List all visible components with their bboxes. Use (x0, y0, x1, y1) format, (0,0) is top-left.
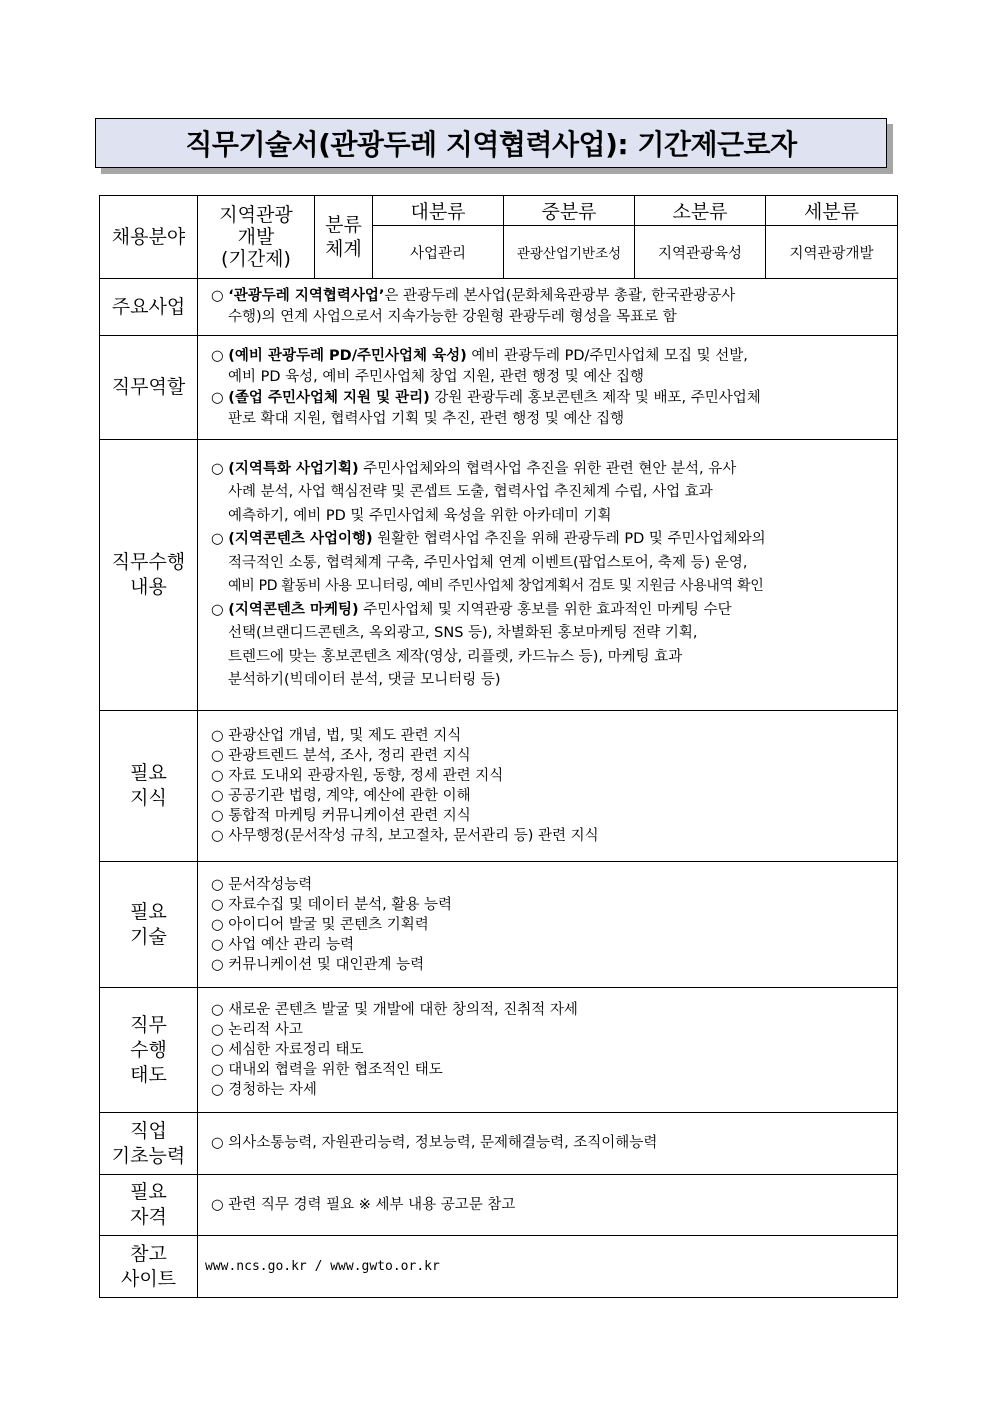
knowledge-item: ○ 사무행정(문서작성 규칙, 보고절차, 문서관리 등) 관련 지식 (211, 828, 599, 844)
reference-content (198, 1236, 898, 1298)
knowledge-item: ○ 관광트렌드 분석, 조사, 정리 관련 지식 (211, 748, 471, 764)
basic-ability-content (198, 1113, 898, 1175)
basic-ability-row (100, 1113, 898, 1175)
role-row (100, 336, 898, 440)
duty-item-2-text-2: 적극적인 소통, 협력체계 구축, 주민사업체 연계 이벤트(팝업스토어, 축제 등) 운영, (228, 554, 748, 571)
basic-ability-label: 직업 기초능력 (100, 1113, 198, 1175)
attitude-item: ○ 논리적 사고 (211, 1022, 303, 1038)
recruit-label: 채용분야 (100, 196, 198, 279)
duty-item-3-text-3: 트렌드에 맞는 홍보콘텐츠 제작(영상, 리플렛, 카드뉴스 등), 마케팅 효과 (228, 648, 683, 665)
qualification-label: 필요 자격 (100, 1175, 198, 1236)
duty-item-2-text: 원활한 협력사업 추진을 위해 관광두레 PD 및 주민사업체와의 (372, 531, 766, 547)
skill-label: 필요 기술 (100, 862, 198, 988)
knowledge-row (100, 711, 898, 862)
class-value-detail: 지역관광개발 (766, 226, 898, 279)
main-business-name: ‘관광두레 지역협력사업’ (228, 288, 385, 304)
knowledge-item: ○ 관광산업 개념, 법, 및 제도 관련 지식 (211, 728, 462, 744)
class-value-major: 사업관리 (373, 226, 504, 279)
duty-item-1-text: 주민사업체와의 협력사업 추진을 위한 관련 현안 분석, 유사 (358, 460, 737, 477)
skill-item: ○ 사업 예산 관리 능력 (211, 936, 355, 953)
attitude-item: ○ 대내외 협력을 위한 협조적인 태도 (211, 1062, 443, 1078)
bullet: ○ (211, 389, 224, 406)
main-business-label: 주요사업 (100, 279, 198, 336)
attitude-item: ○ 새로운 콘텐츠 발굴 및 개발에 대한 창의적, 진취적 자세 (211, 1002, 578, 1018)
bullet: ○ (211, 288, 224, 304)
job-description-table (99, 195, 898, 1298)
duty-item-2-text-3: 예비 PD 활동비 사용 모니터링, 예비 주민사업체 창업계획서 검토 및 지원금 사용내역 확인 (228, 578, 764, 594)
class-header-middle: 중분류 (504, 196, 635, 226)
class-value-minor: 지역관광육성 (635, 226, 766, 279)
bullet: ○ (211, 460, 224, 477)
role-item-1-text: 예비 관광두레 PD/주민사업체 모집 및 선발, (466, 347, 748, 364)
reference-label: 참고 사이트 (100, 1236, 198, 1298)
duty-item-3-text: 주민사업체 및 지역관광 홍보를 위한 효과적인 마케팅 수단 (358, 601, 732, 618)
duty-item-1-text-3: 예측하기, 예비 PD 및 주민사업체 육성을 위한 아카데미 기획 (228, 507, 612, 524)
reference-row (100, 1236, 898, 1298)
class-value-middle: 관광산업기반조성 (504, 226, 635, 279)
class-header-minor: 소분류 (635, 196, 766, 226)
role-item-1-text-2: 예비 PD 육성, 예비 주민사업체 창업 지원, 관련 행정 및 예산 집행 (228, 368, 644, 385)
role-item-2-text: 강원 관광두레 홍보콘텐츠 제작 및 배포, 주민사업체 (429, 389, 761, 406)
duty-content (198, 440, 898, 711)
duty-item-1-text-2: 사례 분석, 사업 핵심전략 및 콘셉트 도출, 협력사업 추진체계 수립, 사업 효과 (228, 484, 713, 500)
bullet: ○ (211, 347, 224, 364)
duty-item-1-title: (지역특화 사업기획) (228, 460, 359, 477)
role-label: 직무역할 (100, 336, 198, 440)
role-item-2-title: (졸업 주민사업체 지원 및 관리) (228, 389, 430, 406)
document-title: 직무기술서(관광두레 지역협력사업): 기간제근로자 (95, 118, 887, 168)
knowledge-content (198, 711, 898, 862)
skill-item: ○ 아이디어 발굴 및 콘텐츠 기획력 (211, 916, 429, 933)
main-business-row (100, 279, 898, 336)
basic-ability-text: 의사소통능력, 자원관리능력, 정보능력, 문제해결능력, 조직이해능력 (228, 1135, 658, 1151)
bullet: ○ (211, 601, 224, 618)
qualification-row (100, 1175, 898, 1236)
role-item-1-title: (예비 관광두레 PD/주민사업체 육성) (228, 347, 467, 364)
main-business-text: 은 관광두레 본사업(문화체육관광부 총괄, 한국관광공사 (384, 288, 736, 304)
attitude-label: 직무 수행 태도 (100, 988, 198, 1113)
main-business-text-2: 수행)의 연계 사업으로서 지속가능한 강원형 관광두레 형성을 목표로 함 (228, 309, 677, 325)
recruit-field: 지역관광 개발 (기간제) (198, 196, 315, 279)
attitude-item: ○ 세심한 자료정리 태도 (211, 1042, 364, 1058)
duty-item-2-title: (지역콘텐츠 사업이행) (228, 531, 373, 547)
class-header-detail: 세분류 (766, 196, 898, 226)
title-block (95, 118, 887, 168)
duty-label: 직무수행 내용 (100, 440, 198, 711)
role-content (198, 336, 898, 440)
skill-row (100, 862, 898, 988)
main-business-content (198, 279, 898, 336)
attitude-content (198, 988, 898, 1113)
qualification-content (198, 1175, 898, 1236)
bullet: ○ (211, 1135, 224, 1151)
duty-item-3-text-4: 분석하기(빅데이터 분석, 댓글 모니터링 등) (228, 672, 501, 688)
knowledge-item: ○ 통합적 마케팅 커뮤니케이션 관련 지식 (211, 808, 471, 824)
qualification-text: 관련 직무 경력 필요 ※ 세부 내용 공고문 참고 (228, 1196, 516, 1213)
classification-label: 분류 체계 (315, 196, 373, 279)
skill-content (198, 862, 898, 988)
bullet: ○ (211, 531, 224, 547)
reference-links: www.ncs.go.kr / www.gwto.or.kr (205, 1259, 440, 1274)
knowledge-item: ○ 공공기관 법령, 계약, 예산에 관한 이해 (211, 788, 471, 804)
skill-item: ○ 커뮤니케이션 및 대인관계 능력 (211, 956, 425, 973)
attitude-row (100, 988, 898, 1113)
role-item-2-text-2: 판로 확대 지원, 협력사업 기획 및 추진, 관련 행정 및 예산 집행 (228, 410, 625, 427)
recruit-header-row (100, 196, 898, 226)
knowledge-label: 필요 지식 (100, 711, 198, 862)
class-header-major: 대분류 (373, 196, 504, 226)
skill-item: ○ 자료수집 및 데이터 분석, 활용 능력 (211, 896, 453, 913)
duty-item-3-title: (지역콘텐츠 마케팅) (228, 601, 359, 618)
duty-item-3-text-2: 선택(브랜디드콘텐츠, 옥외광고, SNS 등), 차별화된 홍보마케팅 전략 기획, (228, 625, 698, 641)
skill-item: ○ 문서작성능력 (211, 876, 313, 893)
attitude-item: ○ 경청하는 자세 (211, 1082, 317, 1098)
knowledge-item: ○ 자료 도내외 관광자원, 동향, 정세 관련 지식 (211, 768, 504, 784)
duty-row (100, 440, 898, 711)
bullet: ○ (211, 1196, 224, 1213)
